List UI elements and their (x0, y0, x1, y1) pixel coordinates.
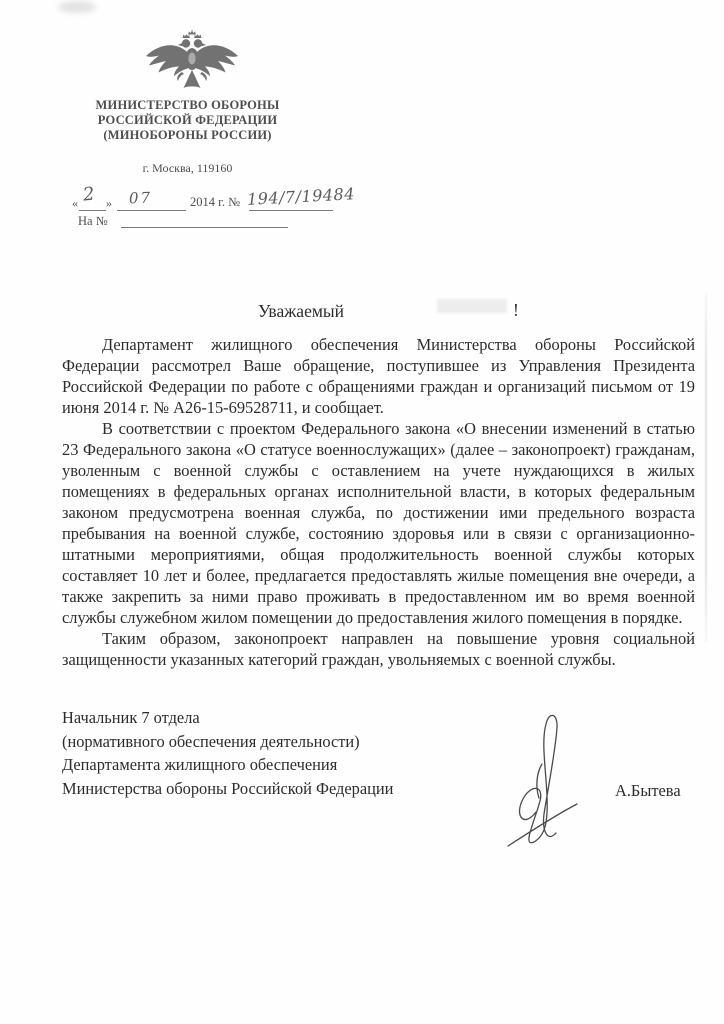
signer-title-line-1: Начальник 7 отдела (62, 708, 200, 727)
signature-block (62, 706, 522, 800)
signatory-name: А.Бытева (615, 781, 681, 800)
day-underline (79, 210, 106, 211)
redacted-addressee-name (437, 299, 507, 313)
handwritten-signature (497, 702, 589, 854)
reference-label: На № (78, 214, 108, 228)
org-line-2: РОССИЙСКОЙ ФЕДЕРАЦИИ (97, 113, 278, 127)
month-underline (117, 210, 186, 211)
handwritten-day: 2 (81, 183, 96, 206)
close-quote: » (106, 196, 112, 210)
scan-fold-line (705, 292, 707, 642)
paragraph-1: Департамент жилищного обеспечения Министерства обороны Российской Федерации рассмотрел Ваше обращение, поступившее из Управления Президента Российской Федерации по работе с обращениями граждан и организаций письмом от 19 июня 2014 г. № А26-15-69528711, и сообщает. (62, 335, 695, 417)
open-quote: « (72, 196, 78, 210)
salutation-exclamation: ! (513, 300, 519, 320)
handwritten-outgoing-number: 194/7/19484 (246, 184, 356, 209)
signer-title-line-4: Министерства обороны Российской Федерации (62, 778, 394, 798)
org-line-3: (МИНОБОРОНЫ РОССИИ) (103, 128, 272, 142)
year-number-label: 2014 г. № (190, 195, 241, 209)
reference-underline (121, 227, 288, 228)
handwritten-month: 07 (128, 188, 153, 208)
letter-body (62, 334, 695, 670)
org-line-1: МИНИСТЕРСТВО ОБОРОНЫ (95, 98, 280, 112)
organization-name (80, 98, 295, 143)
number-underline (249, 210, 333, 211)
salutation: Уважаемый (258, 301, 345, 321)
scan-smudge (58, 1, 96, 13)
paragraph-3: Таким образом, законопроект направлен на повышение уровня социальной защищенности указанных категорий граждан, увольняемых с военной службы. (62, 629, 695, 669)
signer-title-line-2: (нормативного обеспечения деятельности) (62, 731, 360, 751)
double-headed-eagle-emblem-icon (142, 30, 242, 92)
signer-title-line-3: Департамента жилищного обеспечения (62, 755, 338, 774)
emblem-shield (188, 53, 195, 65)
city-postal-line: г. Москва, 119160 (142, 161, 233, 175)
paragraph-2: В соответствии с проектом Федерального закона «О внесении изменений в статью 23 Федерального закона «О статусе военнослужащих» (далее – законопроект) гражданам, уволенным с военной службы с оставлением на учете нуждающихся в жилых помещениях в федеральных органах исполнительной власти, в которых федеральным законом предусмотрена военная служба, по достижении ими предельного возраста пребывания на военной службе, состоянию здоровья или в связи с организационно-штатными мероприятиями, общая продолжительность военной службы которых составляет 10 лет и более, предлагается предоставлять жилые помещения вне очереди, а также закрепить за ними право проживать в предоставленном им во время военной службы служебном жилом помещении до предоставления жилого помещения в порядке. (62, 419, 695, 627)
